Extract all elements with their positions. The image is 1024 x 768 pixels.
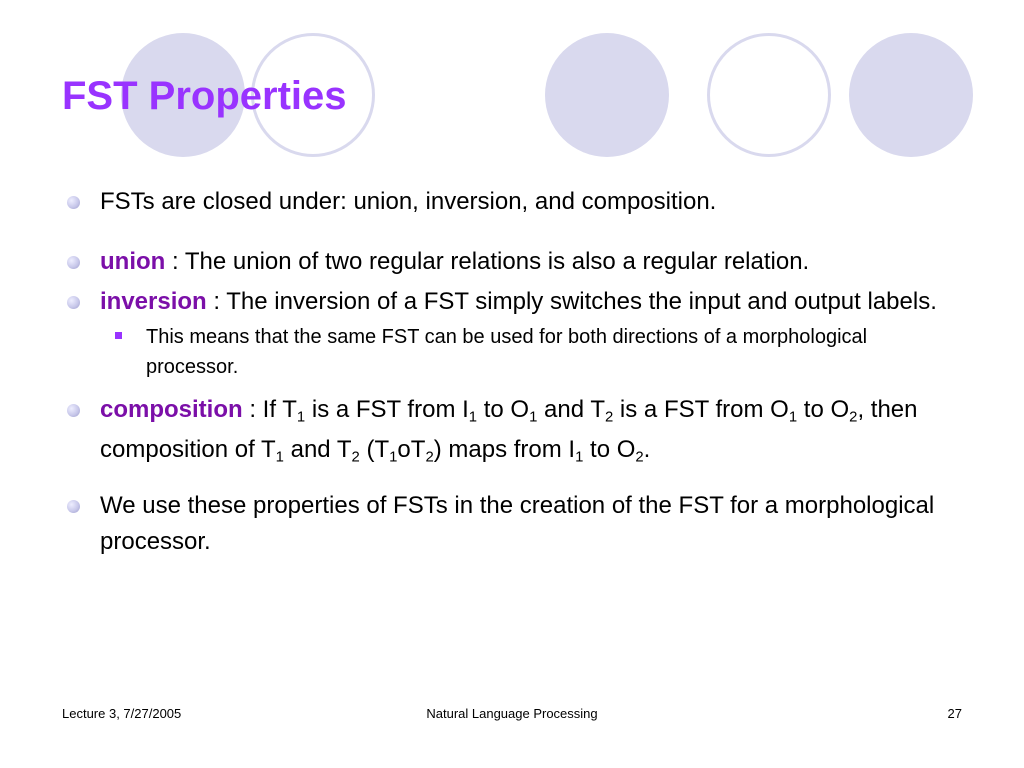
text-part: is a FST from O (613, 396, 789, 423)
subscript: 1 (296, 409, 306, 426)
keyword-inversion: inversion (100, 288, 207, 315)
slide-title: FST Properties (62, 74, 347, 118)
subscript: 1 (788, 409, 798, 426)
subscript: 1 (468, 409, 478, 426)
footer-course-title: Natural Language Processing (426, 706, 598, 721)
subscript: 2 (425, 449, 434, 466)
text-part: oT (397, 436, 426, 463)
text-part: is a FST from I (305, 396, 469, 423)
decorative-circle (545, 33, 669, 157)
subscript: 2 (351, 449, 360, 466)
text-part: : If T (242, 396, 297, 423)
keyword-composition: composition (100, 396, 243, 423)
bullet-union (62, 244, 962, 280)
text-part: to O (583, 436, 636, 463)
bullet-icon (67, 500, 80, 513)
subscript: 1 (275, 449, 284, 466)
text-part: to O (797, 396, 850, 423)
text-part: (T (359, 436, 390, 463)
text-part: . (643, 436, 651, 463)
subscript: 1 (389, 449, 398, 466)
bullet-composition (62, 390, 962, 470)
slide-body (62, 184, 962, 560)
footer-lecture-date: Lecture 3, 7/27/2005 (62, 706, 182, 721)
subscript: 1 (575, 449, 584, 466)
bullet-icon (67, 296, 80, 309)
text-part: , then composition of T (100, 396, 918, 463)
decorative-circle (849, 33, 973, 157)
bullet-text: : The union of two regular relations is also a regular relation. (165, 248, 810, 275)
bullet-icon (67, 196, 80, 209)
subscript: 1 (529, 409, 538, 426)
text-part: and T (537, 396, 605, 423)
square-bullet-icon (115, 332, 122, 339)
text-part: ) maps from I (433, 436, 576, 463)
keyword-union: union (100, 248, 166, 275)
bullet-text: FSTs are closed under: union, inversion, and composition. (100, 188, 717, 215)
subscript: 2 (604, 409, 614, 426)
bullet-text: : The inversion of a FST simply switches the input and output labels. (206, 288, 937, 315)
bullet-icon (67, 404, 80, 417)
decorative-circle-outline (707, 33, 831, 157)
sub-bullet-inversion-note (62, 322, 962, 382)
text-part: to O (477, 396, 530, 423)
text-part: and T (283, 436, 352, 463)
slide-number: 27 (947, 706, 962, 721)
bullet-icon (67, 256, 80, 269)
bullet-usage (62, 488, 962, 560)
bullet-inversion (62, 284, 962, 320)
subscript: 2 (849, 409, 858, 426)
bullet-closure (62, 184, 962, 220)
subscript: 2 (635, 449, 644, 466)
sub-bullet-text: This means that the same FST can be used for both directions of a morphological processor. (146, 326, 868, 378)
bullet-text: We use these properties of FSTs in the creation of the FST for a morphological processor. (100, 492, 935, 555)
